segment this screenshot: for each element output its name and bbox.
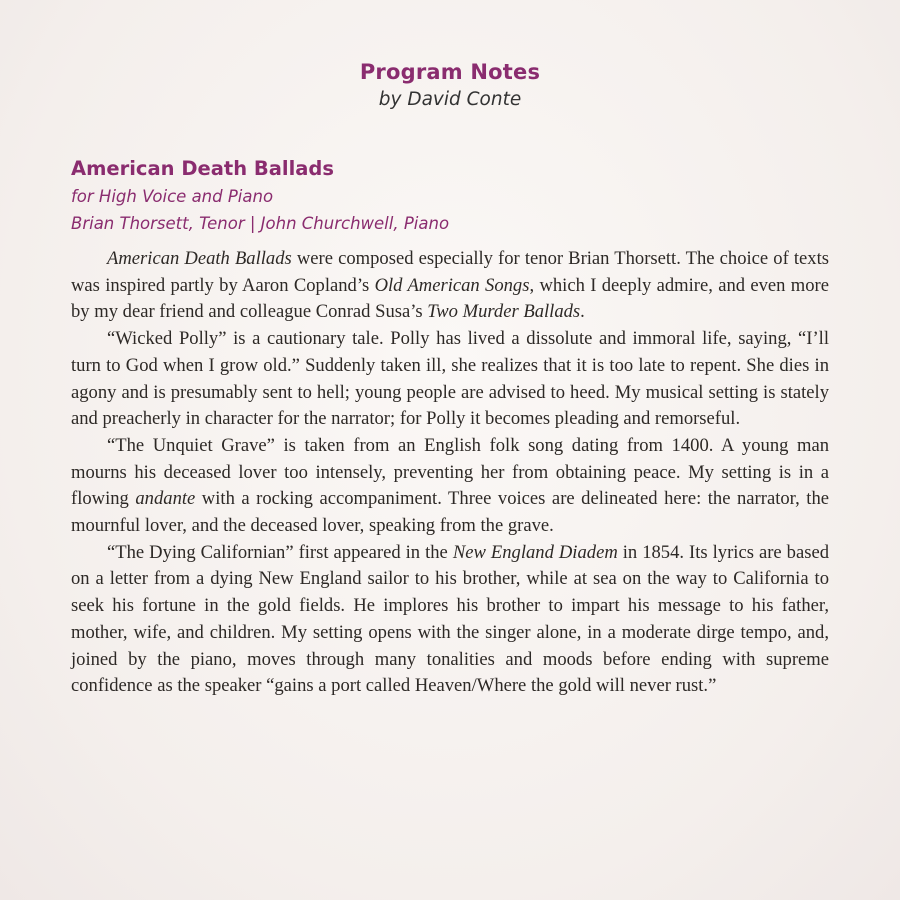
piece-subtitle: for High Voice and Piano bbox=[71, 187, 274, 206]
text-run: , which I deeply admire, and even more by my dear friend and colleague Conrad Susa’s bbox=[71, 274, 829, 323]
text-run: . bbox=[580, 301, 585, 323]
program-notes-body bbox=[71, 246, 829, 700]
piece-performers: Brian Thorsett, Tenor | John Churchwell, Piano bbox=[71, 214, 450, 233]
piece-title: American Death Ballads bbox=[71, 157, 335, 180]
paragraph-wicked-polly: “Wicked Polly” is a cautionary tale. Polly has lived a dissolute and immoral life, saying, “I’ll turn to God when I grow old.” Suddenly taken ill, she realizes that it is too late to repent. She dies in agony and is presumably sent to hell; young people are advised to heed. My musical setting is stately and preacherly in character for the narrator; for Polly it becomes pleading and remorseful. bbox=[71, 328, 829, 430]
paragraph-unquiet-grave bbox=[71, 433, 829, 540]
text-run: with a rocking accompaniment. Three voices are delineated here: the narrator, the mournful lover, and the deceased lover, speaking from the grave. bbox=[71, 488, 829, 537]
page-title: Program Notes bbox=[359, 60, 541, 84]
italic-title: Old American Songs bbox=[374, 274, 530, 296]
italic-title: New England Diadem bbox=[452, 541, 618, 563]
italic-term: andante bbox=[135, 488, 196, 510]
text-run: were composed especially for tenor Brian Thorsett. The choice of texts was inspired partly by Aaron Copland’s bbox=[71, 248, 829, 296]
paragraph-intro bbox=[71, 246, 829, 326]
text-run: in 1854. Its lyrics are based on a letter from a dying New England sailor to his brother, while at sea on the way to California to seek his fortune in the gold fields. He implores his brother to impart his message to his father, mother, wife, and children. My setting opens with the singer alone, in a moderate dirge tempo, and, joined by the piano, moves through many tonalities and moods before ending with supreme confidence as the speaker “gains a port called Heaven/Where the gold will never rust.” bbox=[71, 541, 829, 697]
program-notes-header bbox=[0, 60, 900, 110]
text-run: “The Unquiet Grave” is taken from an English folk song dating from 1400. A young man mourns his deceased lover too intensely, preventing her from obtaining peace. My setting is in a flowing bbox=[71, 434, 829, 510]
piece-section bbox=[71, 155, 829, 700]
text-run: “The Dying Californian” first appeared in the bbox=[107, 541, 453, 563]
italic-title: American Death Ballads bbox=[107, 248, 292, 269]
author-byline: by David Conte bbox=[378, 89, 522, 110]
paragraph-dying-californian bbox=[71, 540, 829, 700]
italic-title: Two Murder Ballads bbox=[427, 301, 581, 323]
